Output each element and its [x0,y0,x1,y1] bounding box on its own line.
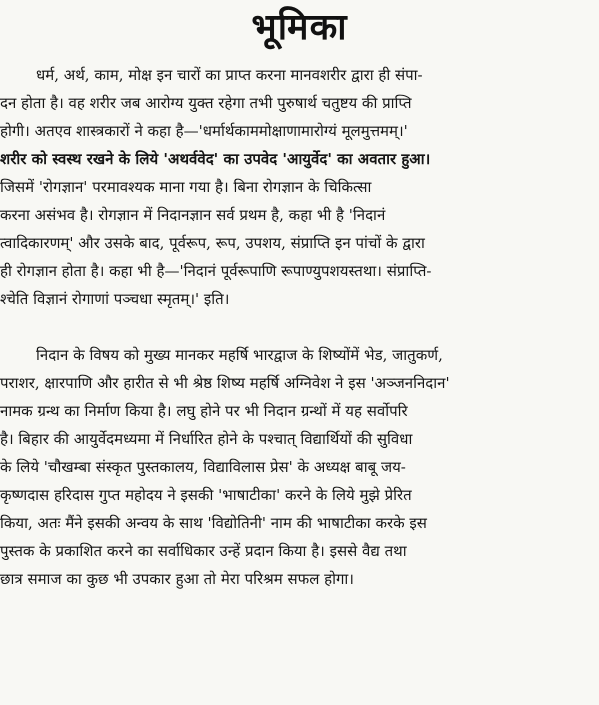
paragraph-2-line-7: किया, अतः मैंने इसकी अन्वय के साथ 'विद्योतिनी' नाम की भाषाटीका करके इस [0,514,427,532]
paragraph-2-line-4: है। बिहार की आयुर्वेदमध्यमा में निर्धारित होने के पश्चात् विद्यार्थियों की सुविधा [0,430,413,448]
paragraph-1-line-4: शरीर को स्वस्थ रखने के लिये 'अथर्ववेद' का उपवेद 'आयुर्वेद' का अवतार हुआ। [0,150,431,168]
paragraph-2-line-6: कृष्णदास हरिदास गुप्त महोदय ने इसकी 'भाषाटीका' करने के लिये मुझे प्रेरित [0,486,412,504]
paragraph-1-line-3: होगी। अतएव शास्त्रकारों ने कहा है—'धर्मार्थकाममोक्षाणामारोग्यं मूलमुत्तमम्।' [0,122,408,140]
paragraph-1-line-5: जिसमें 'रोगज्ञान' परमावश्यक माना गया है। बिना रोगज्ञान के चिकित्सा [0,178,372,196]
paragraph-2-line-2: पराशर, क्षारपाणि और हारीत से भी श्रेष्ठ शिष्य महर्षि अग्निवेश ने इस 'अञ्जननिदान' [0,374,450,392]
paragraph-1-line-9: श्चेति विज्ञानं रोगाणां पञ्चधा स्मृतम्।' इति। [0,290,230,308]
paragraph-1-line-2: दन होता है। वह शरीर जब आरोग्य युक्त रहेगा तभी पुरुषार्थ चतुष्टय की प्राप्ति [0,94,412,112]
paragraph-2-line-1: निदान के विषय को मुख्य मानकर महर्षि भारद्वाज के शिष्योंमें भेड, जातुकर्ण, [36,346,443,364]
paragraph-1-line-8: ही रोगज्ञान होता है। कहा भी है—'निदानं पूर्वरूपाणि रूपाण्युपशयस्तथा। संप्राप्ति- [0,262,432,280]
page-title: भूमिका [251,6,348,48]
paragraph-2-line-5: के लिये 'चौखम्बा संस्कृत पुस्तकालय, विद्याविलास प्रेस' के अध्यक्ष बाबू जय- [0,458,406,476]
paragraph-2-line-3: नामक ग्रन्थ का निर्माण किया है। लघु होने पर भी निदान ग्रन्थों में यह सर्वोपरि [0,402,408,420]
paragraph-2-line-9: छात्र समाज का कुछ भी उपकार हुआ तो मेरा परिश्रम सफल होगा। [0,570,354,588]
paragraph-1-line-6: करना असंभव है। रोगज्ञान में निदानज्ञान सर्व प्रथम है, कहा भी है 'निदानं [0,206,386,224]
paragraph-1-line-7: त्वादिकारणम्' और उसके बाद, पूर्वरूप, रूप, उपशय, संप्राप्ति इन पांचों के द्वारा [0,234,425,252]
paragraph-2-line-8: पुस्तक के प्रकाशित करने का सर्वाधिकार उन्हें प्रदान किया है। इससे वैद्य तथा [0,542,407,560]
paragraph-1-line-1: धर्म, अर्थ, काम, मोक्ष इन चारों का प्राप्त करना मानवशरीर द्वारा ही संपा- [36,66,423,84]
